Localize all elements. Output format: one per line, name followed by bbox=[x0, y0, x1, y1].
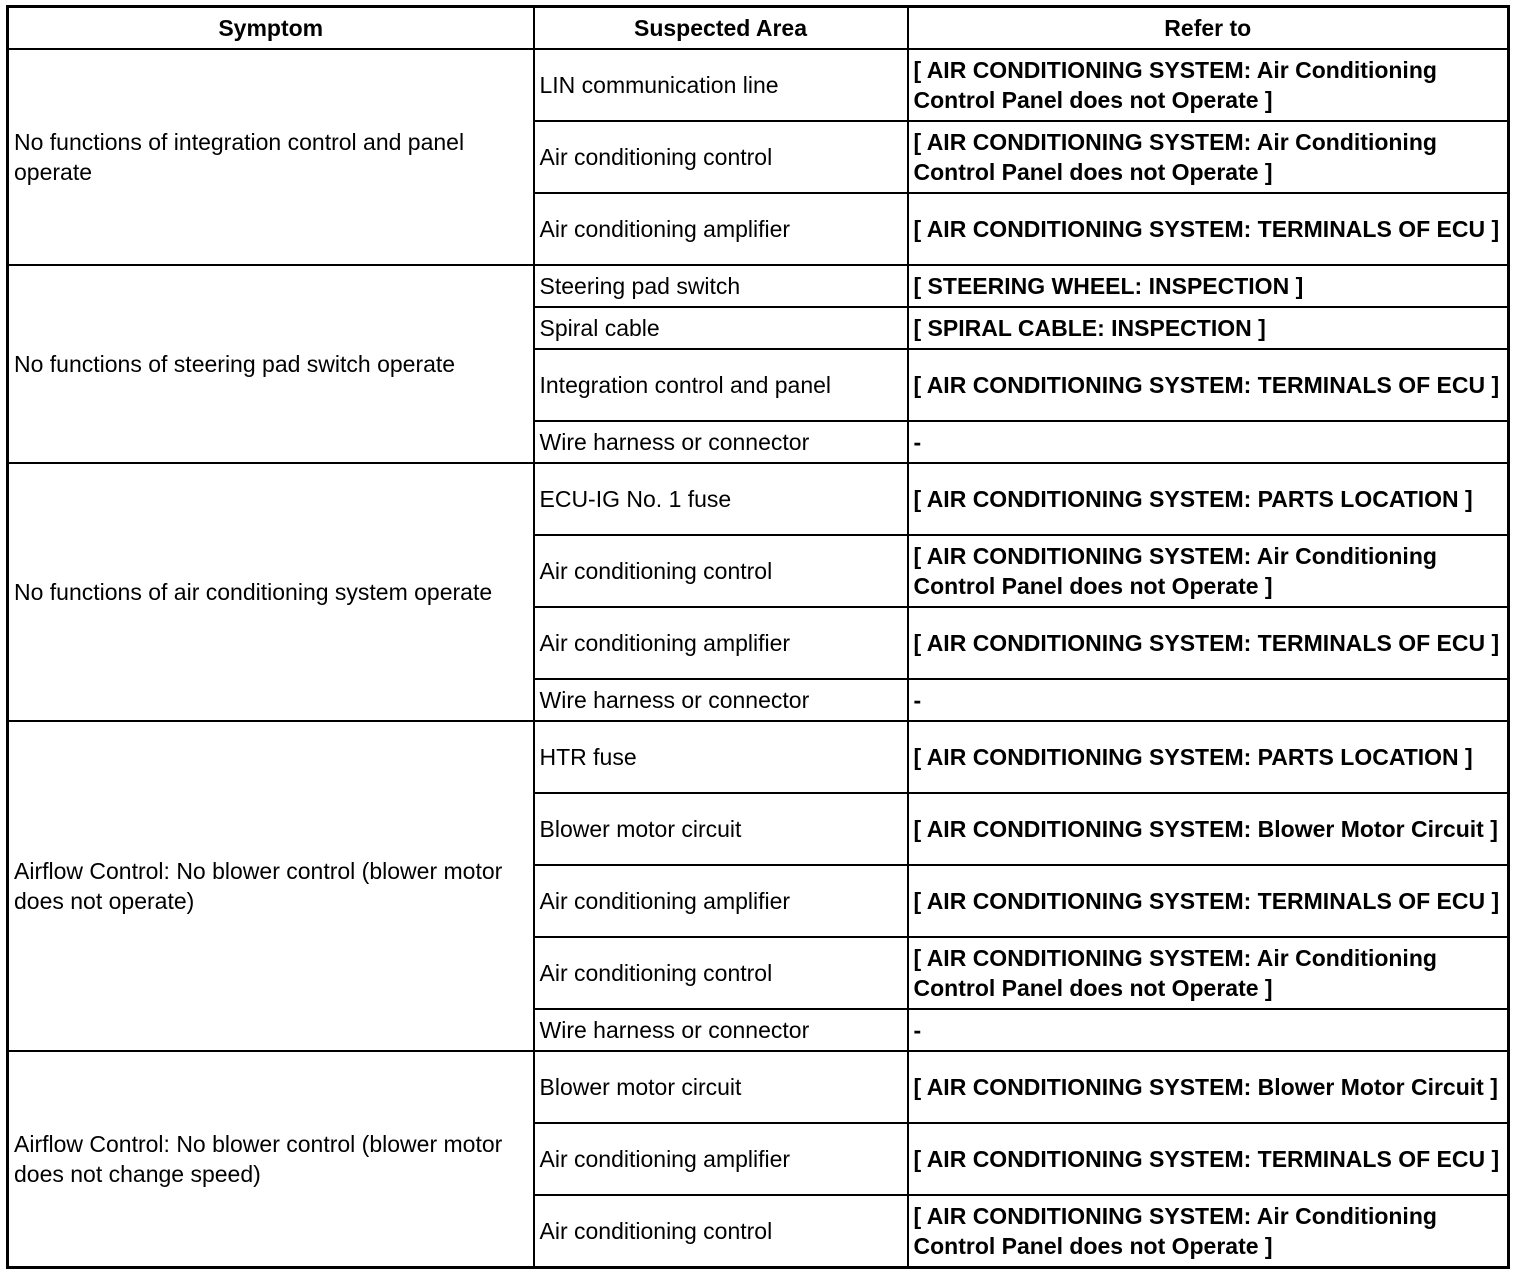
refer-to-link[interactable]: [ AIR CONDITIONING SYSTEM: TERMINALS OF ECU ] bbox=[908, 607, 1509, 679]
suspected-area-cell: Air conditioning control bbox=[534, 937, 908, 1009]
table-row bbox=[8, 721, 1509, 793]
table-container bbox=[6, 5, 1510, 1269]
refer-to-link[interactable]: [ AIR CONDITIONING SYSTEM: Air Conditioning Control Panel does not Operate ] bbox=[908, 535, 1509, 607]
refer-to-link[interactable]: [ AIR CONDITIONING SYSTEM: TERMINALS OF ECU ] bbox=[908, 349, 1509, 421]
suspected-area-cell: Integration control and panel bbox=[534, 349, 908, 421]
suspected-area-cell: Air conditioning control bbox=[534, 1195, 908, 1268]
suspected-area-cell: ECU-IG No. 1 fuse bbox=[534, 463, 908, 535]
refer-to-cell: - bbox=[908, 421, 1509, 463]
refer-to-link[interactable]: [ AIR CONDITIONING SYSTEM: PARTS LOCATION ] bbox=[908, 721, 1509, 793]
troubleshooting-table bbox=[6, 5, 1510, 1269]
refer-to-link[interactable]: [ SPIRAL CABLE: INSPECTION ] bbox=[908, 307, 1509, 349]
refer-to-link[interactable]: [ AIR CONDITIONING SYSTEM: Blower Motor Circuit ] bbox=[908, 793, 1509, 865]
symptom-cell: No functions of steering pad switch operate bbox=[8, 265, 534, 463]
table-header bbox=[8, 7, 1509, 50]
suspected-area-cell: Blower motor circuit bbox=[534, 793, 908, 865]
suspected-area-cell: Air conditioning amplifier bbox=[534, 193, 908, 265]
symptom-cell: No functions of air conditioning system operate bbox=[8, 463, 534, 721]
refer-to-link[interactable]: [ AIR CONDITIONING SYSTEM: TERMINALS OF ECU ] bbox=[908, 865, 1509, 937]
suspected-area-cell: LIN communication line bbox=[534, 49, 908, 121]
header-symptom: Symptom bbox=[8, 7, 534, 50]
suspected-area-cell: Steering pad switch bbox=[534, 265, 908, 307]
header-refer-to: Refer to bbox=[908, 7, 1509, 50]
header-row bbox=[8, 7, 1509, 50]
refer-to-cell: - bbox=[908, 679, 1509, 721]
suspected-area-cell: Air conditioning amplifier bbox=[534, 607, 908, 679]
refer-to-link[interactable]: [ AIR CONDITIONING SYSTEM: TERMINALS OF ECU ] bbox=[908, 1123, 1509, 1195]
header-suspected-area: Suspected Area bbox=[534, 7, 908, 50]
table-row bbox=[8, 463, 1509, 535]
table-row bbox=[8, 1051, 1509, 1123]
suspected-area-cell: Blower motor circuit bbox=[534, 1051, 908, 1123]
refer-to-cell: - bbox=[908, 1009, 1509, 1051]
refer-to-link[interactable]: [ AIR CONDITIONING SYSTEM: TERMINALS OF ECU ] bbox=[908, 193, 1509, 265]
refer-to-link[interactable]: [ AIR CONDITIONING SYSTEM: Air Conditioning Control Panel does not Operate ] bbox=[908, 1195, 1509, 1268]
table-body bbox=[8, 49, 1509, 1268]
suspected-area-cell: Air conditioning control bbox=[534, 121, 908, 193]
refer-to-link[interactable]: [ AIR CONDITIONING SYSTEM: Air Conditioning Control Panel does not Operate ] bbox=[908, 49, 1509, 121]
suspected-area-cell: Wire harness or connector bbox=[534, 679, 908, 721]
suspected-area-cell: HTR fuse bbox=[534, 721, 908, 793]
refer-to-link[interactable]: [ AIR CONDITIONING SYSTEM: Air Conditioning Control Panel does not Operate ] bbox=[908, 937, 1509, 1009]
suspected-area-cell: Air conditioning control bbox=[534, 535, 908, 607]
suspected-area-cell: Air conditioning amplifier bbox=[534, 865, 908, 937]
suspected-area-cell: Wire harness or connector bbox=[534, 421, 908, 463]
symptom-cell: No functions of integration control and panel operate bbox=[8, 49, 534, 265]
symptom-cell: Airflow Control: No blower control (blower motor does not operate) bbox=[8, 721, 534, 1051]
refer-to-link[interactable]: [ STEERING WHEEL: INSPECTION ] bbox=[908, 265, 1509, 307]
suspected-area-cell: Air conditioning amplifier bbox=[534, 1123, 908, 1195]
refer-to-link[interactable]: [ AIR CONDITIONING SYSTEM: PARTS LOCATION ] bbox=[908, 463, 1509, 535]
refer-to-link[interactable]: [ AIR CONDITIONING SYSTEM: Blower Motor Circuit ] bbox=[908, 1051, 1509, 1123]
suspected-area-cell: Wire harness or connector bbox=[534, 1009, 908, 1051]
table-row bbox=[8, 265, 1509, 307]
symptom-cell: Airflow Control: No blower control (blower motor does not change speed) bbox=[8, 1051, 534, 1268]
table-row bbox=[8, 49, 1509, 121]
refer-to-link[interactable]: [ AIR CONDITIONING SYSTEM: Air Conditioning Control Panel does not Operate ] bbox=[908, 121, 1509, 193]
suspected-area-cell: Spiral cable bbox=[534, 307, 908, 349]
